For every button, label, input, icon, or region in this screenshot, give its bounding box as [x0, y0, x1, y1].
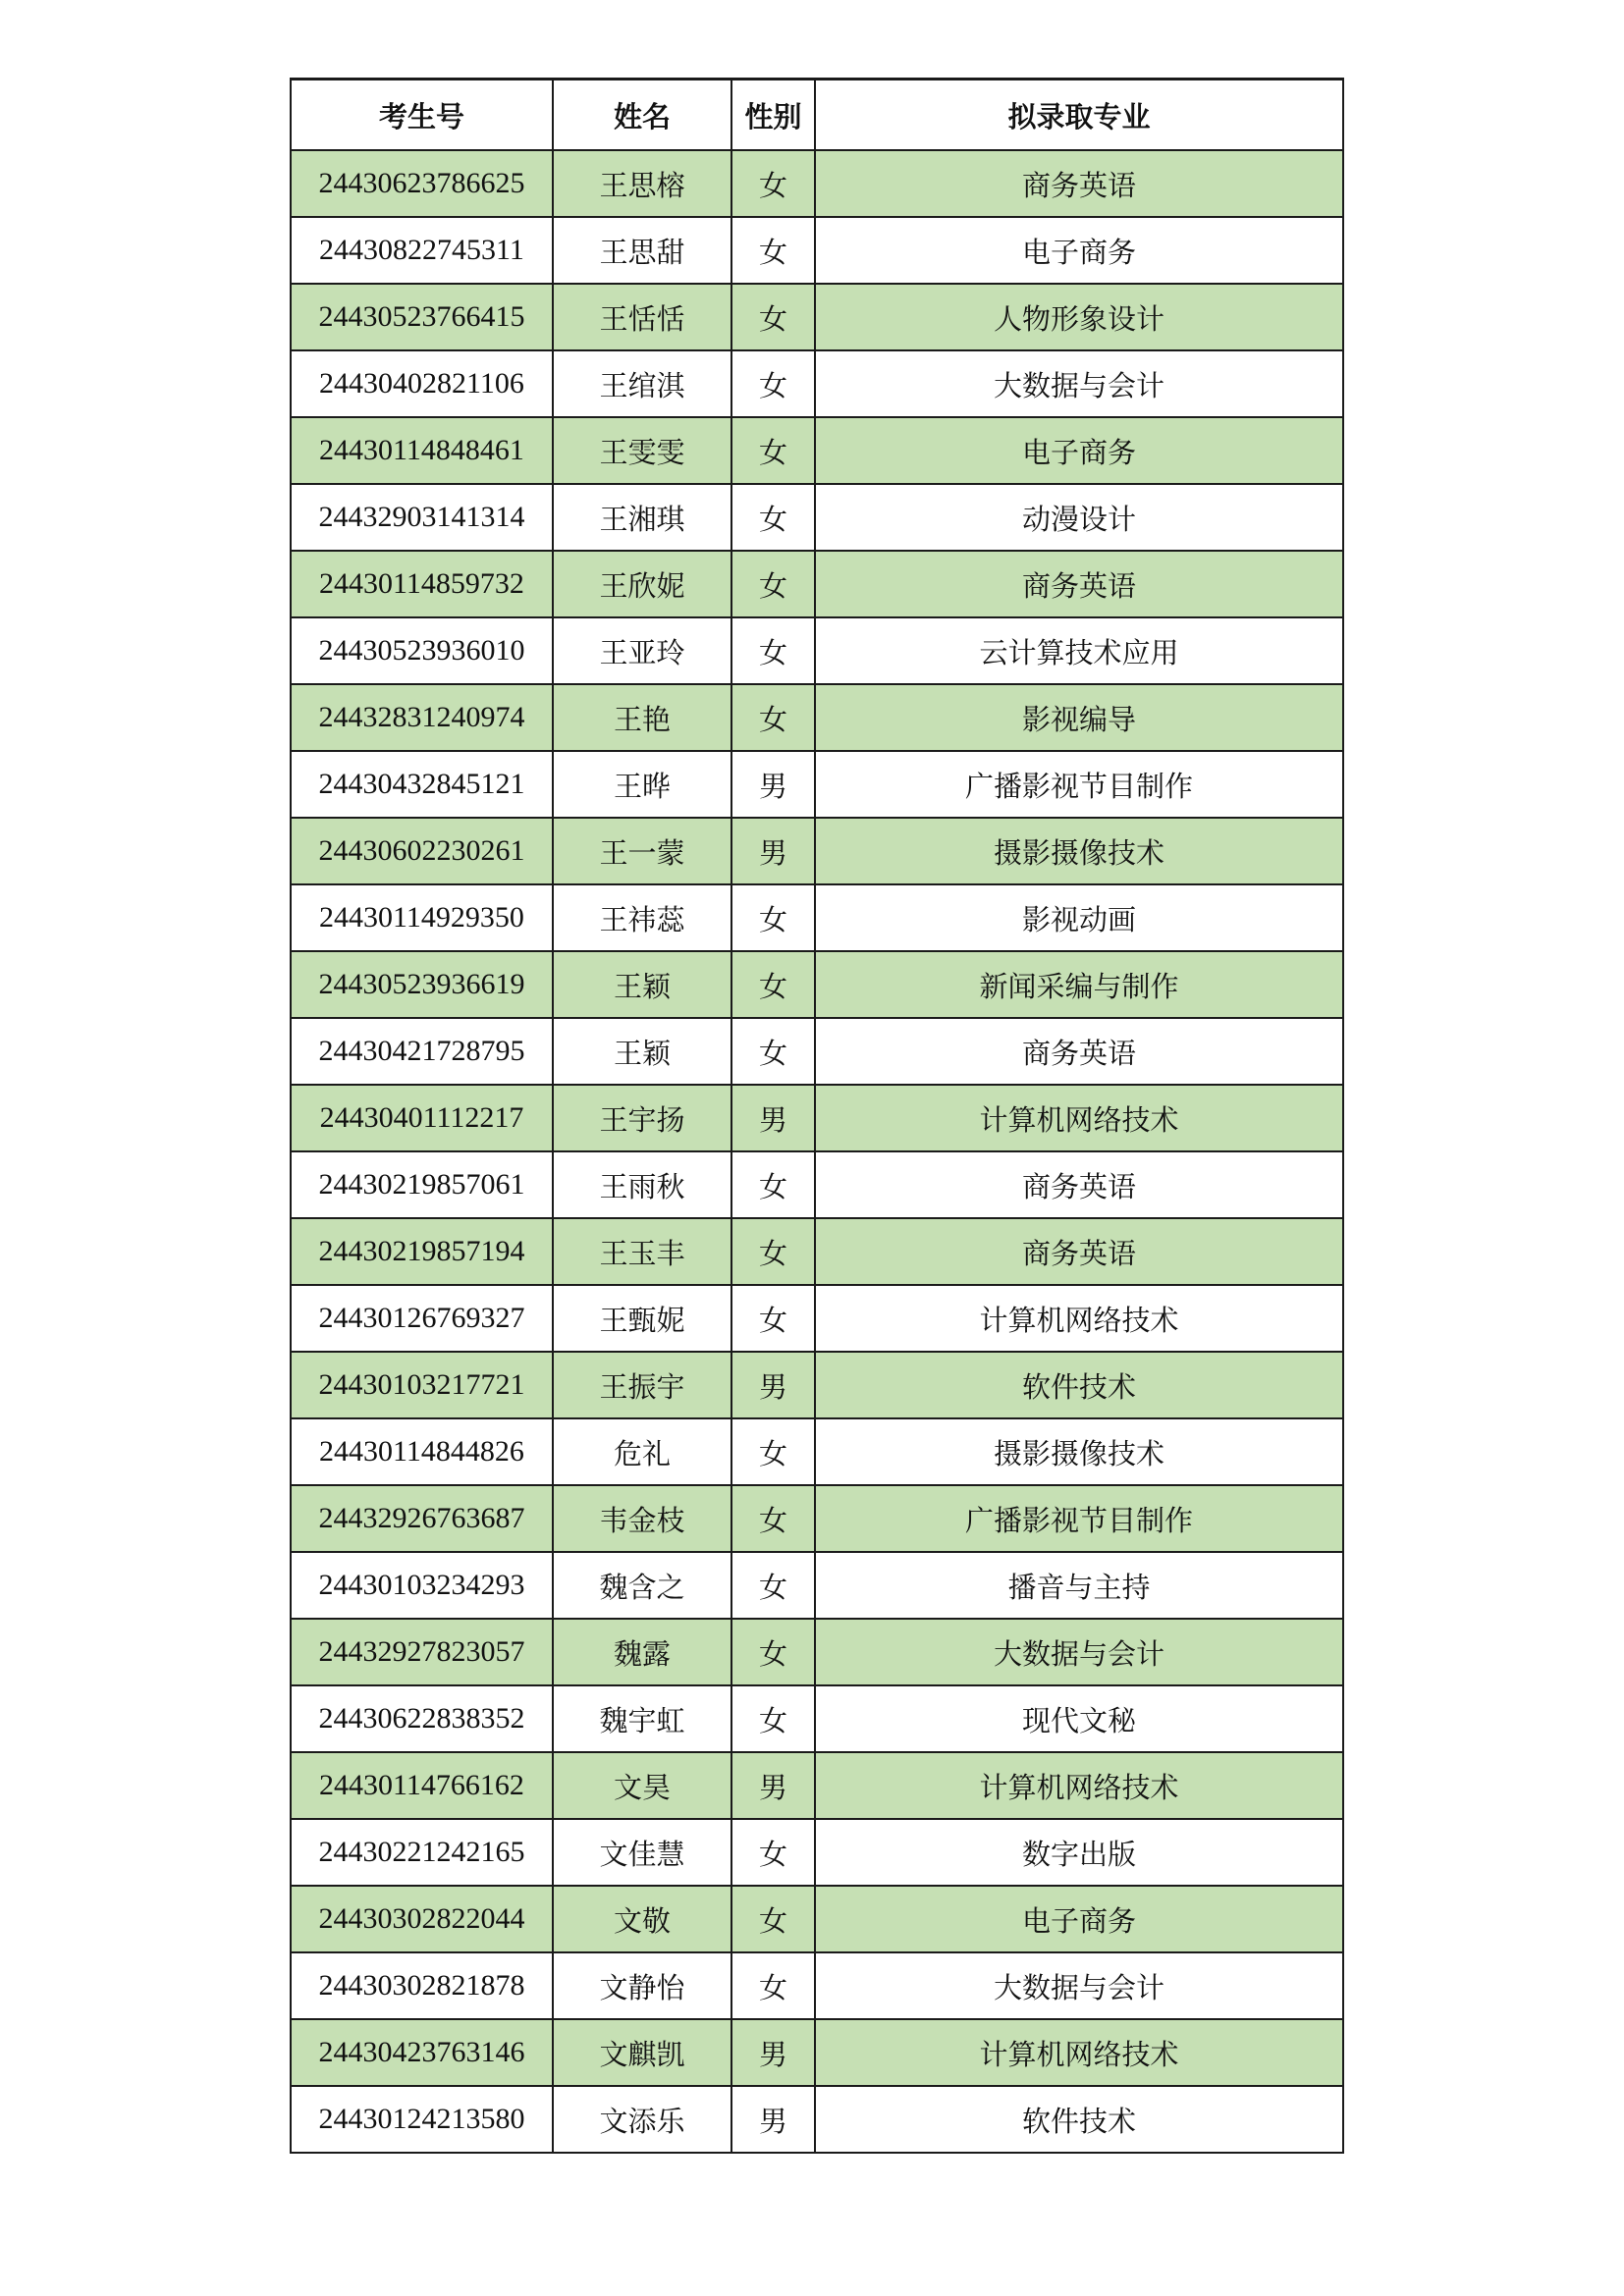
- table-row: [291, 1418, 1343, 1485]
- cell-exam-id: 24430124213580: [291, 2086, 553, 2153]
- cell-gender: 女: [731, 350, 815, 417]
- cell-name: 王颖: [553, 951, 731, 1018]
- cell-name: 王颖: [553, 1018, 731, 1085]
- cell-exam-id: 24430114859732: [291, 551, 553, 617]
- table-row: [291, 751, 1343, 818]
- cell-gender: 女: [731, 217, 815, 284]
- cell-gender: 女: [731, 1218, 815, 1285]
- table-row: [291, 350, 1343, 417]
- cell-major: 广播影视节目制作: [815, 751, 1343, 818]
- header-exam-id: 考生号: [291, 80, 553, 151]
- table-row: [291, 1752, 1343, 1819]
- cell-major: 大数据与会计: [815, 1952, 1343, 2019]
- cell-gender: 女: [731, 484, 815, 551]
- cell-gender: 女: [731, 884, 815, 951]
- cell-gender: 女: [731, 417, 815, 484]
- cell-gender: 女: [731, 1552, 815, 1619]
- cell-major: 商务英语: [815, 1151, 1343, 1218]
- cell-name: 危礼: [553, 1418, 731, 1485]
- cell-name: 王宇扬: [553, 1085, 731, 1151]
- cell-major: 计算机网络技术: [815, 2019, 1343, 2086]
- cell-name: 王雨秋: [553, 1151, 731, 1218]
- table-row: [291, 1685, 1343, 1752]
- cell-major: 人物形象设计: [815, 284, 1343, 350]
- cell-gender: 男: [731, 818, 815, 884]
- cell-major: 云计算技术应用: [815, 617, 1343, 684]
- cell-exam-id: 24430219857194: [291, 1218, 553, 1285]
- cell-exam-id: 24430432845121: [291, 751, 553, 818]
- cell-major: 电子商务: [815, 217, 1343, 284]
- cell-name: 王甄妮: [553, 1285, 731, 1352]
- cell-major: 数字出版: [815, 1819, 1343, 1886]
- cell-major: 影视编导: [815, 684, 1343, 751]
- cell-major: 电子商务: [815, 1886, 1343, 1952]
- cell-gender: 男: [731, 1752, 815, 1819]
- cell-exam-id: 24430219857061: [291, 1151, 553, 1218]
- cell-major: 软件技术: [815, 2086, 1343, 2153]
- header-major: 拟录取专业: [815, 80, 1343, 151]
- cell-gender: 女: [731, 1018, 815, 1085]
- cell-exam-id: 24430103234293: [291, 1552, 553, 1619]
- cell-exam-id: 24432927823057: [291, 1619, 553, 1685]
- table-row: [291, 1886, 1343, 1952]
- cell-exam-id: 24430114848461: [291, 417, 553, 484]
- table-row: [291, 1619, 1343, 1685]
- cell-exam-id: 24430302821878: [291, 1952, 553, 2019]
- cell-name: 王思甜: [553, 217, 731, 284]
- cell-major: 软件技术: [815, 1352, 1343, 1418]
- cell-name: 王晔: [553, 751, 731, 818]
- cell-major: 影视动画: [815, 884, 1343, 951]
- cell-gender: 男: [731, 1352, 815, 1418]
- table-row: [291, 1485, 1343, 1552]
- cell-gender: 女: [731, 684, 815, 751]
- cell-gender: 女: [731, 617, 815, 684]
- cell-gender: 女: [731, 551, 815, 617]
- cell-exam-id: 24430114766162: [291, 1752, 553, 1819]
- cell-major: 计算机网络技术: [815, 1752, 1343, 1819]
- table-header: [291, 80, 1343, 151]
- table-body: [291, 150, 1343, 2153]
- table-row: [291, 484, 1343, 551]
- cell-gender: 男: [731, 751, 815, 818]
- cell-exam-id: 24430221242165: [291, 1819, 553, 1886]
- table-row: [291, 1952, 1343, 2019]
- cell-exam-id: 24432926763687: [291, 1485, 553, 1552]
- table-row: [291, 2086, 1343, 2153]
- table-row: [291, 1352, 1343, 1418]
- cell-name: 王思榕: [553, 150, 731, 217]
- cell-gender: 男: [731, 2019, 815, 2086]
- cell-major: 大数据与会计: [815, 1619, 1343, 1685]
- table-row: [291, 417, 1343, 484]
- cell-exam-id: 24430103217721: [291, 1352, 553, 1418]
- cell-major: 广播影视节目制作: [815, 1485, 1343, 1552]
- cell-name: 韦金枝: [553, 1485, 731, 1552]
- cell-name: 王欣妮: [553, 551, 731, 617]
- cell-name: 文佳慧: [553, 1819, 731, 1886]
- cell-name: 王恬恬: [553, 284, 731, 350]
- cell-name: 王振宇: [553, 1352, 731, 1418]
- table-row: [291, 884, 1343, 951]
- cell-name: 王湘琪: [553, 484, 731, 551]
- cell-name: 魏宇虹: [553, 1685, 731, 1752]
- cell-exam-id: 24430523936619: [291, 951, 553, 1018]
- cell-exam-id: 24430126769327: [291, 1285, 553, 1352]
- cell-exam-id: 24430114929350: [291, 884, 553, 951]
- cell-name: 魏含之: [553, 1552, 731, 1619]
- cell-exam-id: 24430523936010: [291, 617, 553, 684]
- cell-gender: 女: [731, 1418, 815, 1485]
- cell-major: 播音与主持: [815, 1552, 1343, 1619]
- cell-name: 王一蒙: [553, 818, 731, 884]
- cell-exam-id: 24430523766415: [291, 284, 553, 350]
- cell-gender: 女: [731, 284, 815, 350]
- table-row: [291, 1819, 1343, 1886]
- cell-name: 文昊: [553, 1752, 731, 1819]
- cell-gender: 女: [731, 1952, 815, 2019]
- cell-name: 王玉丰: [553, 1218, 731, 1285]
- table-row: [291, 617, 1343, 684]
- table-row: [291, 1085, 1343, 1151]
- table-row: [291, 818, 1343, 884]
- cell-gender: 男: [731, 2086, 815, 2153]
- cell-gender: 女: [731, 1886, 815, 1952]
- cell-name: 王绾淇: [553, 350, 731, 417]
- table-row: [291, 684, 1343, 751]
- cell-major: 商务英语: [815, 1018, 1343, 1085]
- cell-name: 文添乐: [553, 2086, 731, 2153]
- cell-major: 新闻采编与制作: [815, 951, 1343, 1018]
- cell-gender: 女: [731, 1819, 815, 1886]
- cell-exam-id: 24430423763146: [291, 2019, 553, 2086]
- cell-gender: 女: [731, 150, 815, 217]
- cell-name: 文静怡: [553, 1952, 731, 2019]
- table-row: [291, 1018, 1343, 1085]
- cell-name: 王艳: [553, 684, 731, 751]
- table-row: [291, 284, 1343, 350]
- cell-exam-id: 24430623786625: [291, 150, 553, 217]
- cell-gender: 女: [731, 1151, 815, 1218]
- cell-gender: 女: [731, 1619, 815, 1685]
- cell-major: 动漫设计: [815, 484, 1343, 551]
- cell-gender: 女: [731, 1685, 815, 1752]
- cell-major: 摄影摄像技术: [815, 818, 1343, 884]
- cell-gender: 女: [731, 1485, 815, 1552]
- cell-exam-id: 24430402821106: [291, 350, 553, 417]
- cell-name: 文麒凯: [553, 2019, 731, 2086]
- table-row: [291, 551, 1343, 617]
- cell-exam-id: 24430822745311: [291, 217, 553, 284]
- cell-name: 文敬: [553, 1886, 731, 1952]
- cell-major: 大数据与会计: [815, 350, 1343, 417]
- cell-exam-id: 24430302822044: [291, 1886, 553, 1952]
- header-name: 姓名: [553, 80, 731, 151]
- cell-exam-id: 24430421728795: [291, 1018, 553, 1085]
- cell-major: 摄影摄像技术: [815, 1418, 1343, 1485]
- table-row: [291, 1151, 1343, 1218]
- cell-name: 王亚玲: [553, 617, 731, 684]
- cell-exam-id: 24432903141314: [291, 484, 553, 551]
- cell-major: 商务英语: [815, 551, 1343, 617]
- table-row: [291, 1285, 1343, 1352]
- cell-major: 商务英语: [815, 150, 1343, 217]
- cell-major: 电子商务: [815, 417, 1343, 484]
- cell-major: 商务英语: [815, 1218, 1343, 1285]
- table-row: [291, 217, 1343, 284]
- header-row: [291, 80, 1343, 151]
- table-row: [291, 1552, 1343, 1619]
- header-gender: 性别: [731, 80, 815, 151]
- cell-name: 王雯雯: [553, 417, 731, 484]
- table-row: [291, 2019, 1343, 2086]
- cell-major: 计算机网络技术: [815, 1285, 1343, 1352]
- cell-major: 计算机网络技术: [815, 1085, 1343, 1151]
- cell-gender: 女: [731, 951, 815, 1018]
- cell-exam-id: 24430622838352: [291, 1685, 553, 1752]
- admission-list-table: [290, 78, 1344, 2154]
- table-row: [291, 951, 1343, 1018]
- cell-name: 魏露: [553, 1619, 731, 1685]
- table-row: [291, 150, 1343, 217]
- cell-gender: 女: [731, 1285, 815, 1352]
- cell-exam-id: 24430114844826: [291, 1418, 553, 1485]
- cell-gender: 男: [731, 1085, 815, 1151]
- cell-exam-id: 24432831240974: [291, 684, 553, 751]
- table-row: [291, 1218, 1343, 1285]
- cell-exam-id: 24430602230261: [291, 818, 553, 884]
- cell-exam-id: 24430401112217: [291, 1085, 553, 1151]
- cell-name: 王祎蕊: [553, 884, 731, 951]
- cell-major: 现代文秘: [815, 1685, 1343, 1752]
